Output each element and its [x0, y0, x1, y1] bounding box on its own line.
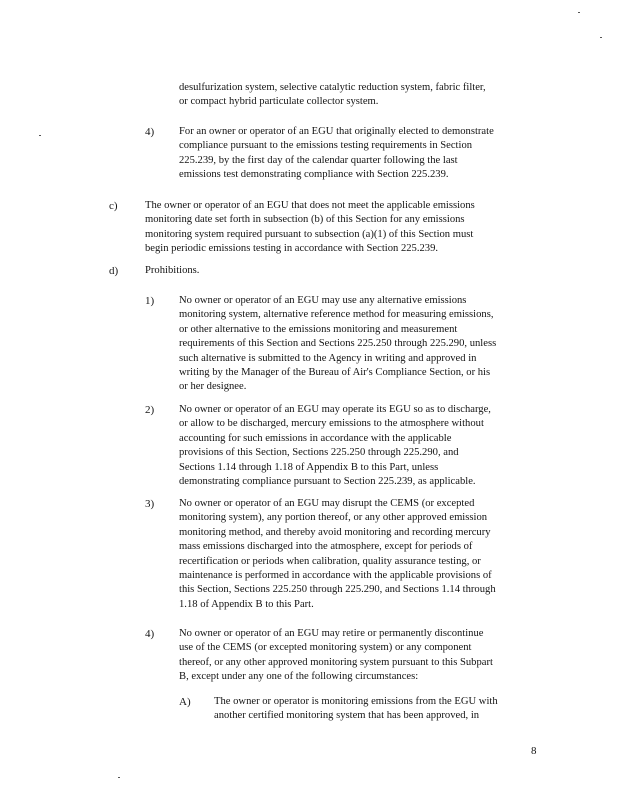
text-line: 1.18 of Appendix B to this Part. — [179, 598, 314, 610]
text-line: No owner or operator of an EGU may use any alternative emissions — [179, 295, 467, 306]
text-line: B, except under any one of the following circumstances: — [179, 671, 419, 683]
paragraph-b3-continuation — [179, 81, 486, 110]
text-line: Prohibitions. — [145, 265, 200, 276]
paragraph-b4 — [179, 125, 494, 183]
item-label-d4: 4) — [145, 628, 155, 640]
text-line: monitoring system), any portion thereof, or any other approved emission — [179, 512, 488, 524]
text-line: begin periodic emissions testing in accordance with Section 225.239. — [145, 243, 439, 255]
text-line: No owner or operator of an EGU may retire or permanently discontinue — [179, 628, 484, 639]
paragraph-d2 — [179, 403, 491, 489]
item-label-d: d) — [109, 265, 119, 277]
scan-speck — [118, 777, 120, 778]
item-label-d4a: A) — [179, 696, 191, 708]
text-line: Sections 1.14 through 1.18 of Appendix B to this Part, unless — [179, 461, 439, 473]
paragraph-d3 — [179, 497, 496, 612]
text-line: use of the CEMS (or excepted monitoring system) or any component — [179, 642, 472, 654]
text-line: such alternative is submitted to the Agency in writing and approved in — [179, 352, 477, 364]
text-line: For an owner or operator of an EGU that originally elected to demonstrate — [179, 126, 494, 137]
text-line: this Section, Sections 225.250 through 225.290, and Sections 1.14 through — [179, 584, 496, 596]
text-line: writing by the Manager of the Bureau of Air's Compliance Section, or his — [179, 367, 491, 379]
text-line: monitoring method, and thereby avoid monitoring and recording mercury — [179, 526, 491, 538]
paragraph-c — [145, 199, 475, 257]
text-line: or compact hybrid particulate collector system. — [179, 96, 379, 108]
paragraph-d1 — [179, 294, 496, 395]
text-line: 225.239, by the first day of the calendar quarter following the last — [179, 154, 458, 166]
item-label-d2: 2) — [145, 404, 155, 416]
item-label-d1: 1) — [145, 295, 155, 307]
text-line: or her designee. — [179, 381, 247, 393]
text-line: The owner or operator of an EGU that does not meet the applicable emissions — [145, 200, 475, 211]
text-line: No owner or operator of an EGU may operate its EGU so as to discharge, — [179, 404, 491, 415]
item-label-c: c) — [109, 200, 118, 212]
text-line: The owner or operator is monitoring emissions from the EGU with — [214, 696, 498, 707]
text-line: demonstrating compliance pursuant to Section 225.239, as applicable. — [179, 476, 476, 488]
text-line: emissions test demonstrating compliance with Section 225.239. — [179, 169, 449, 181]
text-line: monitoring system, alternative reference method for measuring emissions, — [179, 309, 494, 321]
heading-prohibitions — [145, 264, 199, 278]
text-line: mass emissions discharged into the atmosphere, except for periods of — [179, 541, 473, 553]
text-line: desulfurization system, selective catalytic reduction system, fabric filter, — [179, 82, 486, 93]
scan-speck — [578, 12, 580, 13]
text-line: No owner or operator of an EGU may disrupt the CEMS (or excepted — [179, 498, 475, 509]
text-line: monitoring system required pursuant to subsection (a)(1) of this Section must — [145, 228, 474, 240]
scan-speck — [39, 135, 41, 136]
text-line: recertification or periods when calibration, quality assurance testing, or — [179, 555, 481, 567]
page-number: 8 — [531, 745, 537, 757]
text-line: or other alternative to the emissions monitoring and measurement — [179, 323, 458, 335]
text-line: provisions of this Section, Sections 225.250 through 225.290, and — [179, 447, 459, 459]
text-line: requirements of this Section and Sections 225.250 through 225.290, unless — [179, 338, 497, 350]
item-label-b4: 4) — [145, 126, 155, 138]
text-line: or allow to be discharged, mercury emissions to the atmosphere without — [179, 418, 484, 430]
text-line: maintenance is performed in accordance with the applicable provisions of — [179, 570, 492, 582]
text-line: another certified monitoring system that has been approved, in — [214, 710, 480, 722]
paragraph-d4 — [179, 627, 493, 685]
text-line: thereof, or any other approved monitoring system pursuant to this Subpart — [179, 656, 493, 668]
text-line: monitoring date set forth in subsection (b) of this Section for any emissions — [145, 214, 465, 226]
text-line: accounting for such emissions in accordance with the applicable — [179, 432, 452, 444]
text-line: compliance pursuant to the emissions testing requirements in Section — [179, 140, 473, 152]
item-label-d3: 3) — [145, 498, 155, 510]
paragraph-d4a — [214, 695, 498, 724]
scan-speck — [600, 37, 602, 38]
